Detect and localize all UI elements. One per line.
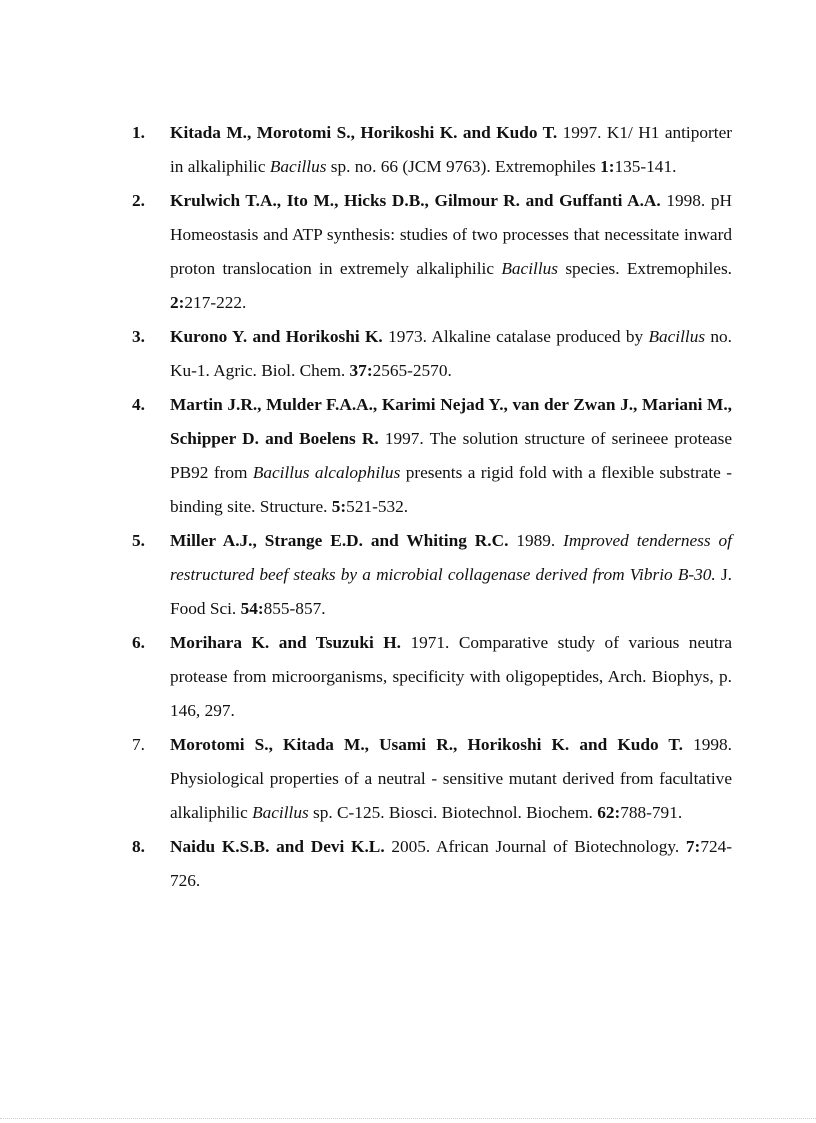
- reference-item: [132, 320, 732, 388]
- reference-italic: Bacillus: [252, 803, 309, 822]
- reference-italic: Bacillus: [269, 157, 327, 176]
- reference-list: [132, 116, 732, 898]
- reference-text: [170, 830, 732, 898]
- reference-authors: Krulwich T.A., Ito M., Hicks D.B., Gilmour R. and Guffanti A.A.: [170, 191, 661, 210]
- reference-volume: 62:: [597, 803, 621, 822]
- reference-authors: Naidu K.S.B. and Devi K.L.: [170, 837, 385, 856]
- reference-number: 6.: [132, 633, 145, 652]
- reference-source: J. Food Sci.: [170, 565, 732, 618]
- page-bottom-rule: [0, 1118, 816, 1119]
- reference-authors: Miller A.J., Strange E.D. and Whiting R.C.: [170, 531, 509, 550]
- reference-pages: 788-791.: [620, 803, 683, 822]
- reference-year-title: 2005. African Journal of Biotechnology.: [384, 837, 686, 856]
- reference-year-title: 1998. pH Homeostasis and ATP synthesis: studies of two processes that necessitate inward proton translocation in extremely alkaliphilic: [170, 191, 732, 278]
- reference-year-title: 1973. Alkaline catalase produced by: [382, 327, 649, 346]
- reference-number: 3.: [132, 327, 145, 346]
- reference-number: 8.: [132, 837, 145, 856]
- reference-item: [132, 728, 732, 830]
- reference-number: 2.: [132, 191, 145, 210]
- reference-pages: 724-726.: [170, 837, 732, 890]
- reference-authors: Kitada M., Morotomi S., Horikoshi K. and Kudo T.: [170, 123, 558, 142]
- reference-number: 5.: [132, 531, 145, 550]
- reference-italic: Bacillus alcalophilus: [252, 463, 401, 482]
- reference-volume: 54:: [240, 599, 264, 618]
- reference-item: [132, 830, 732, 898]
- reference-number: 7.: [132, 735, 145, 754]
- reference-year-title: 1989.: [508, 531, 564, 550]
- reference-source: presents a rigid fold with a flexible substrate - binding site. Structure.: [170, 463, 733, 516]
- reference-item: [132, 116, 732, 184]
- reference-year-title: 1971. Comparative study of various neutra protease from microorganisms, specificity with oligopeptides, Arch. Biophys, p. 146, 297.: [170, 633, 732, 720]
- reference-italic: Bacillus: [501, 259, 558, 278]
- reference-text: [170, 728, 732, 830]
- reference-text: [170, 184, 732, 320]
- reference-item: [132, 626, 732, 728]
- reference-item: [132, 184, 732, 320]
- reference-number: 1.: [132, 123, 145, 142]
- reference-source: no. Ku-1. Agric. Biol. Chem.: [170, 327, 733, 380]
- reference-text: [170, 388, 732, 524]
- reference-volume: 5:: [331, 497, 347, 516]
- reference-source: sp. no. 66 (JCM 9763). Extremophiles: [326, 157, 601, 176]
- reference-pages: 217-222.: [184, 293, 247, 312]
- reference-text: [170, 320, 732, 388]
- reference-number: 4.: [132, 395, 145, 414]
- reference-italic: Bacillus: [648, 327, 706, 346]
- reference-pages: 521-532.: [346, 497, 409, 516]
- reference-authors: Kurono Y. and Horikoshi K.: [170, 327, 383, 346]
- reference-authors: Morotomi S., Kitada M., Usami R., Horikoshi K. and Kudo T.: [170, 735, 683, 754]
- reference-text: [170, 626, 732, 728]
- reference-authors: Morihara K. and Tsuzuki H.: [170, 633, 401, 652]
- reference-pages: 855-857.: [263, 599, 326, 618]
- reference-volume: 2:: [170, 293, 185, 312]
- reference-item: [132, 388, 732, 524]
- reference-text: [170, 524, 732, 626]
- reference-item: [132, 524, 732, 626]
- reference-pages: 135-141.: [614, 157, 677, 176]
- reference-volume: 7:: [685, 837, 701, 856]
- reference-source: sp. C-125. Biosci. Biotechnol. Biochem.: [308, 803, 598, 822]
- reference-italic: Improved tenderness of restructured beef steaks by a microbial collagenase derived from Vibrio B-30.: [170, 531, 732, 584]
- reference-year-title: 1997. The solution structure of serineee protease PB92 from: [170, 429, 732, 482]
- reference-volume: 37:: [349, 361, 373, 380]
- reference-year-title: 1997. K1/ H1 antiporter in alkaliphilic: [170, 123, 732, 176]
- reference-pages: 2565-2570.: [372, 361, 452, 380]
- reference-text: [170, 116, 732, 184]
- reference-volume: 1:: [600, 157, 615, 176]
- reference-year-title: 1998. Physiological properties of a neutral - sensitive mutant derived from facultative alkaliphilic: [170, 735, 732, 822]
- reference-source: species. Extremophiles.: [557, 259, 732, 278]
- reference-authors: Martin J.R., Mulder F.A.A., Karimi Nejad Y., van der Zwan J., Mariani M., Schipper D. and Boelens R.: [170, 395, 732, 448]
